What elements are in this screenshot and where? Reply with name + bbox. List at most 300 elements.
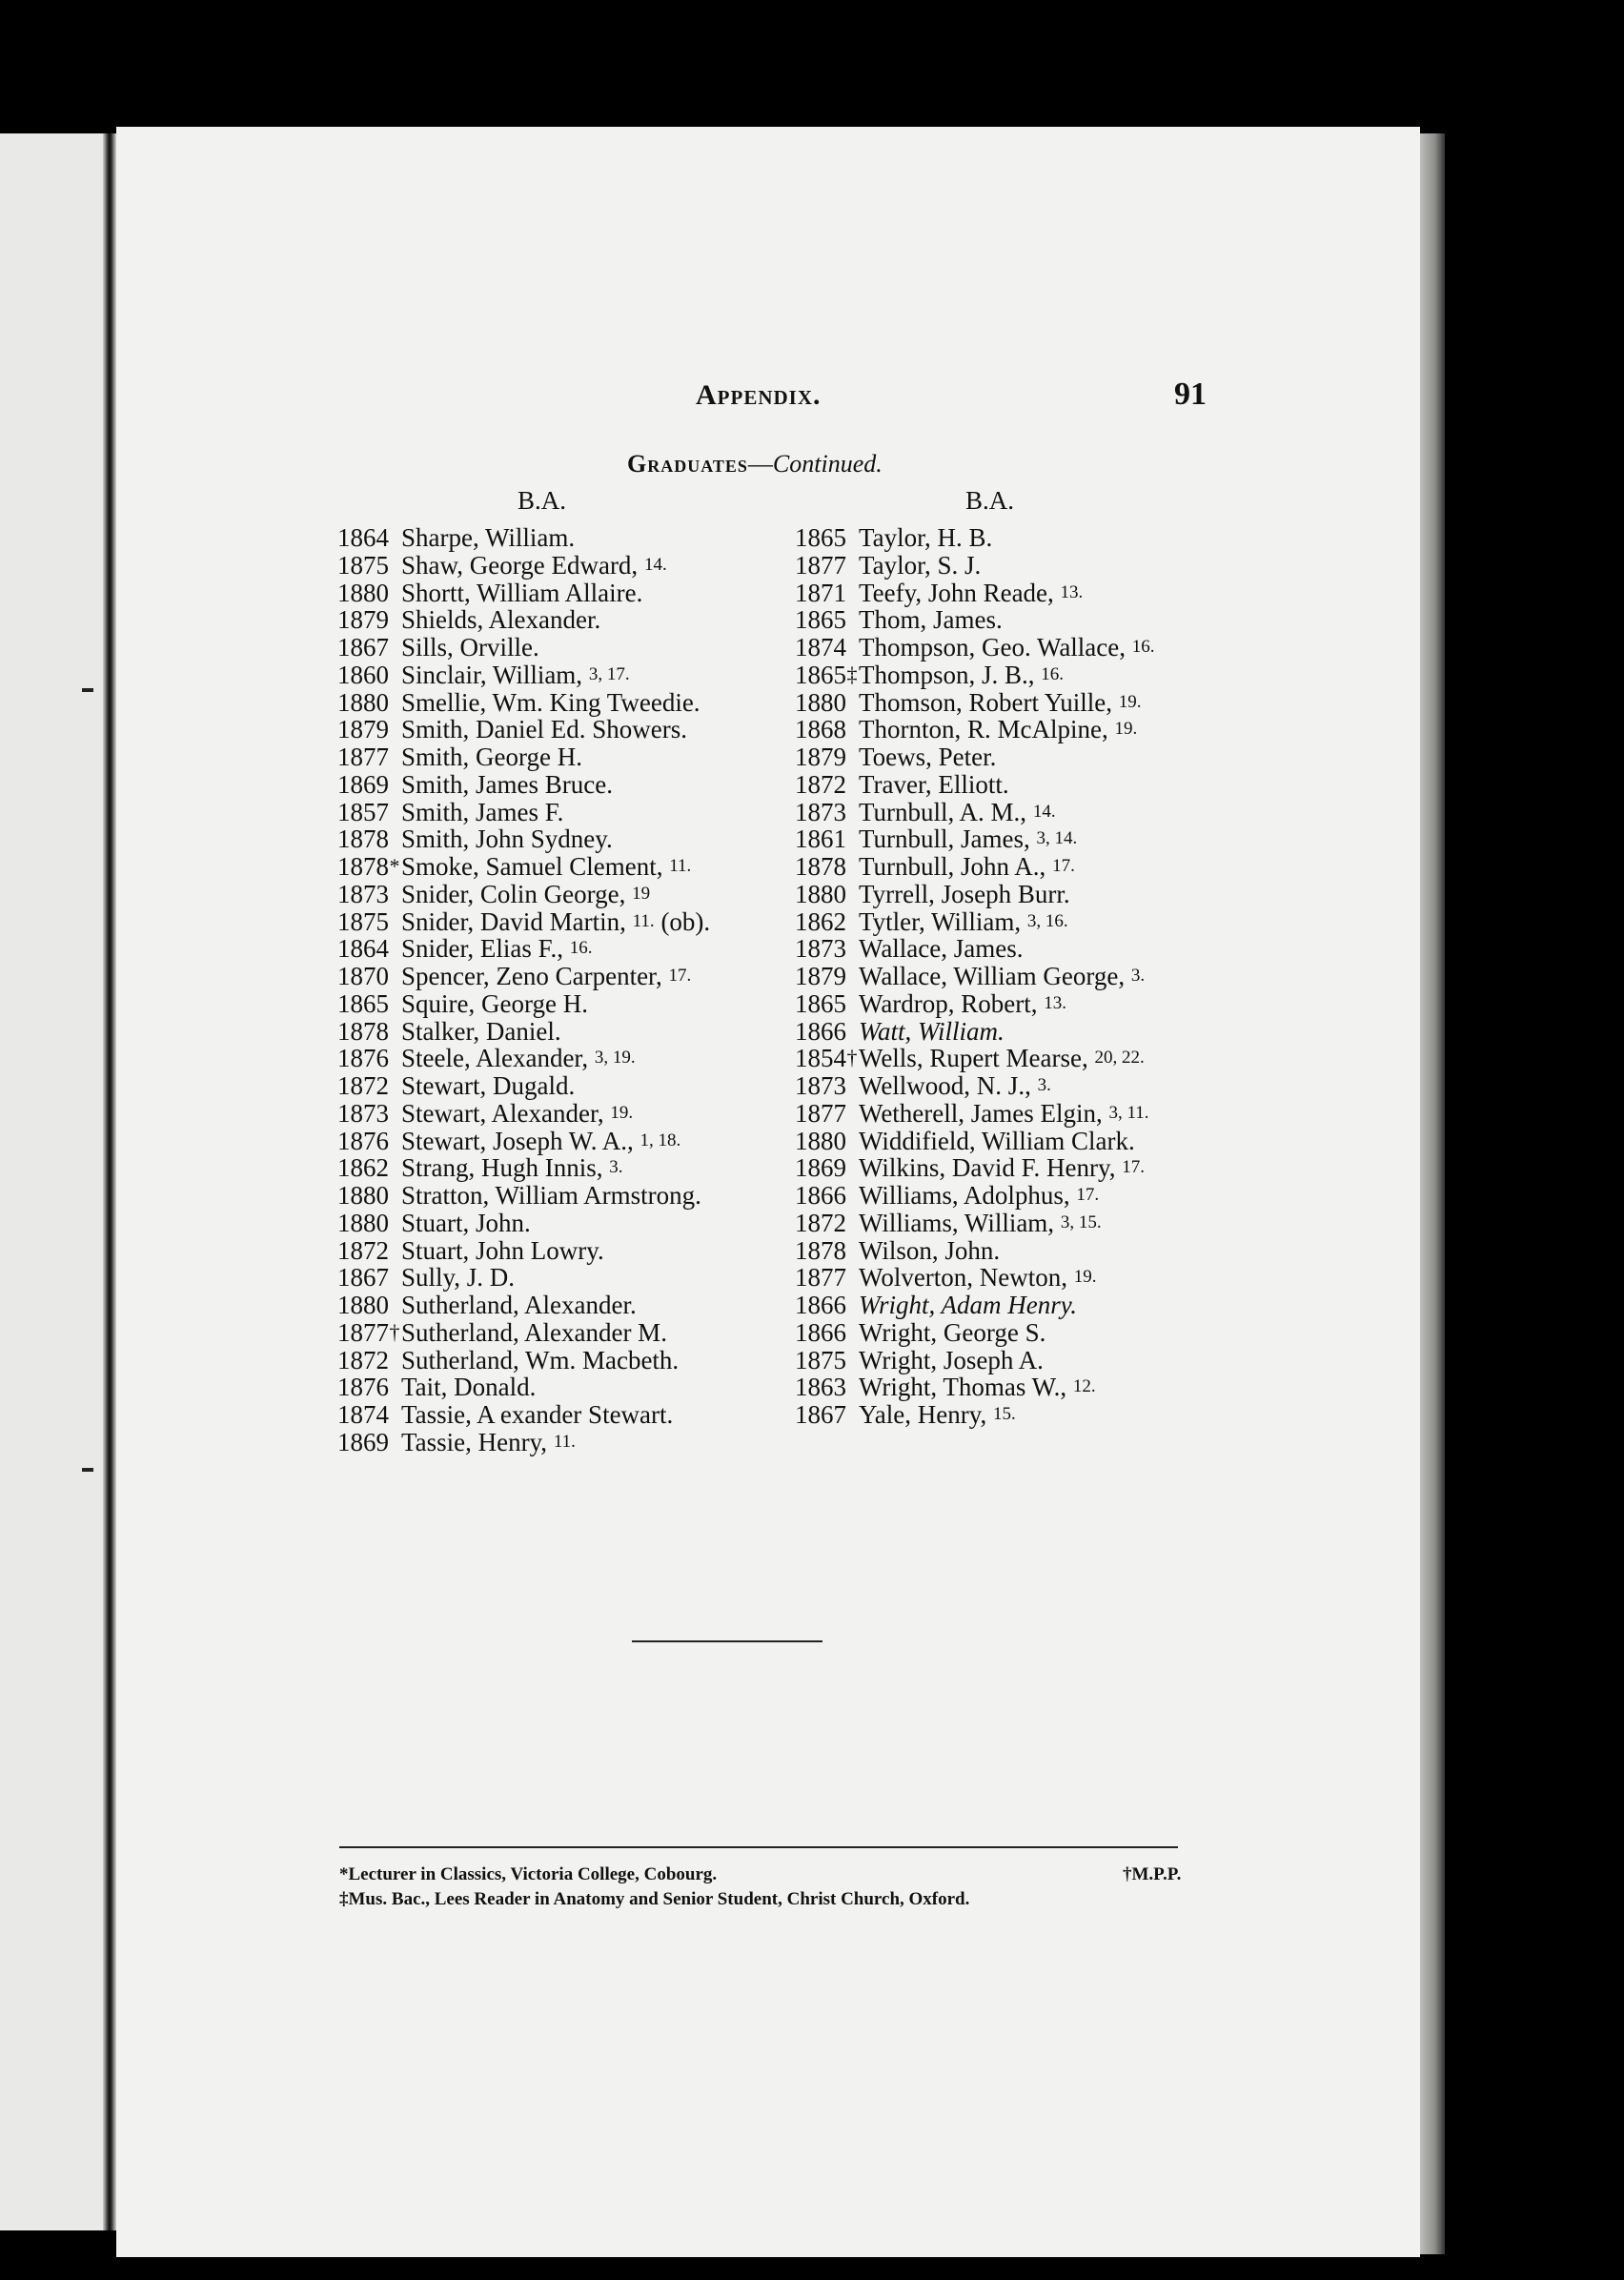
graduate-entry xyxy=(317,716,710,743)
graduation-year: 1880 xyxy=(337,578,389,607)
footnote-symbol xyxy=(846,743,858,771)
graduate-name: Stuart, John Lowry. xyxy=(401,1235,604,1265)
margin-mark xyxy=(82,1468,93,1472)
footnote-symbol xyxy=(846,1264,858,1292)
graduation-year: 1880 xyxy=(795,687,846,717)
graduate-entry xyxy=(317,825,710,853)
graduate-entry xyxy=(317,1429,710,1456)
reference-note: 19 xyxy=(632,883,651,904)
footnote-symbol xyxy=(389,743,400,771)
graduate-entry xyxy=(775,634,1155,662)
footnote-symbol xyxy=(846,1319,858,1347)
graduate-entry xyxy=(317,689,710,717)
graduation-year: 1879 xyxy=(795,962,846,990)
graduation-year: 1865 xyxy=(795,660,846,689)
graduate-entry xyxy=(775,1292,1155,1319)
footnote-symbol xyxy=(846,935,858,963)
graduate-entry xyxy=(775,524,1155,552)
reference-note: 11. xyxy=(553,1431,576,1452)
graduation-year: 1878 xyxy=(337,1016,389,1046)
reference-note: 16. xyxy=(1131,637,1155,657)
footnote-symbol: † xyxy=(846,1046,858,1070)
footnote-symbol xyxy=(846,963,858,990)
graduation-year: 1873 xyxy=(795,934,846,964)
graduation-year: 1876 xyxy=(337,1373,389,1402)
footnote-symbol xyxy=(846,799,858,826)
graduate-entry xyxy=(775,1374,1155,1401)
graduate-entry xyxy=(317,799,710,826)
graduate-entry xyxy=(317,1072,710,1100)
graduate-entry xyxy=(317,580,710,607)
graduation-year: 1873 xyxy=(795,1071,846,1100)
graduate-name: Wolverton, Newton, xyxy=(859,1263,1068,1293)
reference-note: 3, 19. xyxy=(594,1048,636,1069)
footnote-symbol xyxy=(846,881,858,908)
graduation-year: 1880 xyxy=(337,1181,389,1210)
footnote-symbol xyxy=(389,935,400,963)
reference-note: 3. xyxy=(1130,966,1146,986)
graduate-entry xyxy=(317,1045,710,1072)
graduate-entry xyxy=(317,634,710,662)
graduation-year: 1868 xyxy=(795,715,846,744)
section-dash: — xyxy=(747,450,773,478)
footnote-symbol xyxy=(389,1429,400,1456)
graduation-year: 1862 xyxy=(795,906,846,936)
reference-note: 19. xyxy=(1073,1267,1097,1288)
reference-note: 14. xyxy=(643,554,667,575)
graduation-year: 1865 xyxy=(795,605,846,635)
graduation-year: 1870 xyxy=(337,962,389,990)
footnote-symbol xyxy=(846,1374,858,1401)
footnote-symbol xyxy=(846,1401,858,1429)
book-page xyxy=(116,127,1420,2257)
graduate-name: Traver, Elliott. xyxy=(859,769,1009,799)
reference-note: 13. xyxy=(1044,992,1067,1013)
graduation-year: 1866 xyxy=(795,1291,846,1319)
section-end-rule xyxy=(632,1640,822,1642)
footnote-symbol xyxy=(389,580,400,607)
reference-note: 19. xyxy=(1114,719,1138,740)
graduate-name: Shortt, William Allaire. xyxy=(401,578,643,607)
footnote-symbol xyxy=(846,1018,858,1046)
graduate-name: Strang, Hugh Innis, xyxy=(401,1153,603,1183)
right-column-header: B.A. xyxy=(965,486,1015,515)
margin-mark xyxy=(82,688,93,692)
graduate-entry xyxy=(775,935,1155,963)
graduate-entry xyxy=(317,1128,710,1155)
footnote-symbol xyxy=(389,606,400,634)
reference-note: 3, 11. xyxy=(1108,1102,1149,1123)
graduate-name: Sinclair, William, xyxy=(401,660,583,689)
graduate-name: Wright, Adam Henry. xyxy=(859,1291,1077,1319)
graduation-year: 1872 xyxy=(337,1071,389,1100)
footnote-symbol xyxy=(389,1072,400,1100)
footnote-symbol xyxy=(389,716,400,743)
left-column-header: B.A. xyxy=(518,486,567,515)
reference-note: 17. xyxy=(1122,1157,1145,1178)
graduate-name: Sully, J. D. xyxy=(401,1263,516,1293)
graduation-year: 1874 xyxy=(795,633,846,662)
graduate-entry xyxy=(775,908,1155,936)
left-graduate-list xyxy=(317,524,710,1456)
graduate-name: Turnbull, John A., xyxy=(859,852,1046,881)
footnote-symbol xyxy=(846,908,858,936)
graduate-name: Smith, George H. xyxy=(401,743,582,771)
reference-note: 16. xyxy=(569,938,593,959)
graduate-name: Wallace, James. xyxy=(859,934,1024,964)
footnote-lecturer: *Lecturer in Classics, Victoria College, Cobourg. xyxy=(339,1864,718,1884)
footnote-symbol xyxy=(846,689,858,717)
graduation-year: 1876 xyxy=(337,1126,389,1155)
graduation-year: 1861 xyxy=(795,824,846,854)
reference-note: 17. xyxy=(1076,1185,1100,1205)
footnote-symbol xyxy=(846,606,858,634)
graduate-entry xyxy=(775,1319,1155,1347)
graduation-year: 1872 xyxy=(795,1208,846,1237)
footnote-symbol xyxy=(389,689,400,717)
graduation-year: 1878 xyxy=(795,852,846,881)
book-gutter xyxy=(103,133,116,2230)
footnote-symbol xyxy=(389,1045,400,1072)
graduation-year: 1873 xyxy=(337,1098,389,1128)
graduate-entry xyxy=(317,1374,710,1401)
graduate-entry xyxy=(317,1401,710,1429)
graduation-year: 1871 xyxy=(795,578,846,607)
graduation-year: 1878 xyxy=(337,824,389,854)
graduate-name: Thompson, J. B., xyxy=(859,660,1035,689)
graduate-entry xyxy=(775,689,1155,717)
graduate-entry xyxy=(317,853,710,881)
graduate-entry xyxy=(775,1045,1155,1072)
graduate-name: Turnbull, A. M., xyxy=(859,797,1027,826)
footnote-symbol xyxy=(846,1347,858,1374)
graduation-year: 1864 xyxy=(337,523,389,552)
reference-note: 3. xyxy=(609,1157,623,1178)
graduate-name: Tait, Donald. xyxy=(401,1373,537,1402)
graduate-entry xyxy=(775,799,1155,826)
reference-note: 15. xyxy=(993,1404,1016,1424)
graduate-name: Snider, David Martin, xyxy=(401,906,626,936)
graduate-name: Stewart, Alexander, xyxy=(401,1098,604,1128)
reference-note: 16. xyxy=(1041,663,1065,684)
graduate-entry xyxy=(775,552,1155,580)
graduate-name: Turnbull, James, xyxy=(859,824,1030,854)
graduate-entry xyxy=(775,716,1155,743)
graduation-year: 1869 xyxy=(795,1153,846,1183)
graduation-year: 1877 xyxy=(337,1317,389,1347)
reference-note: 3, 14. xyxy=(1036,828,1078,849)
graduate-entry xyxy=(317,908,710,936)
graduation-year: 1873 xyxy=(337,879,389,908)
graduate-name: Wardrop, Robert, xyxy=(859,988,1038,1018)
graduation-year: 1863 xyxy=(795,1373,846,1402)
graduate-entry xyxy=(775,743,1155,771)
footnote-symbol: † xyxy=(389,1319,400,1344)
footnote-symbol xyxy=(846,1182,858,1210)
footnote-symbol xyxy=(389,1237,400,1265)
graduate-name: Squire, George H. xyxy=(401,988,588,1018)
graduate-name: Tassie, Henry, xyxy=(401,1427,548,1456)
footnote-mus-bac: ‡Mus. Bac., Lees Reader in Anatomy and Senior Student, Christ Church, Oxford. xyxy=(339,1889,970,1909)
footnote-symbol xyxy=(846,1237,858,1265)
graduate-name: Shaw, George Edward, xyxy=(401,550,639,580)
reference-note: 17. xyxy=(1052,856,1075,876)
graduate-entry xyxy=(317,1347,710,1374)
footnote-symbol xyxy=(389,1100,400,1128)
graduation-year: 1873 xyxy=(795,797,846,826)
graduation-year: 1865 xyxy=(795,523,846,552)
graduate-name: Sutherland, Alexander M. xyxy=(401,1317,667,1347)
graduate-entry xyxy=(775,1154,1155,1182)
footnote-symbol xyxy=(846,1292,858,1319)
graduation-year: 1877 xyxy=(795,550,846,580)
reference-note: 19. xyxy=(610,1102,634,1123)
footnote-symbol: * xyxy=(389,854,400,878)
footnote-symbol xyxy=(846,552,858,580)
graduate-entry xyxy=(775,825,1155,853)
graduate-name: Thompson, Geo. Wallace, xyxy=(859,633,1127,662)
footnote-symbol xyxy=(389,1347,400,1374)
footnote-symbol xyxy=(389,881,400,908)
graduate-name: Stratton, William Armstrong. xyxy=(401,1181,701,1210)
graduate-entry xyxy=(317,1018,710,1046)
graduation-year: 1878 xyxy=(337,852,389,881)
graduation-year: 1877 xyxy=(795,1263,846,1293)
graduate-entry xyxy=(317,524,710,552)
footnote-symbol xyxy=(389,963,400,990)
graduate-name: Smith, James F. xyxy=(401,797,564,826)
graduation-year: 1879 xyxy=(337,715,389,744)
graduation-year: 1866 xyxy=(795,1317,846,1347)
footnote-symbol: ‡ xyxy=(846,662,858,686)
graduate-entry xyxy=(775,1347,1155,1374)
graduation-year: 1880 xyxy=(337,1291,389,1319)
footnote-symbol xyxy=(846,716,858,743)
graduate-entry xyxy=(775,771,1155,799)
footnote-symbol xyxy=(389,1128,400,1155)
graduate-name: Spencer, Zeno Carpenter, xyxy=(401,962,662,990)
graduate-name: Teefy, John Reade, xyxy=(859,578,1054,607)
graduate-name: Tassie, A exander Stewart. xyxy=(401,1400,674,1429)
graduate-entry xyxy=(775,990,1155,1018)
footnote-symbol xyxy=(389,524,400,552)
graduation-year: 1872 xyxy=(795,769,846,799)
graduate-entry xyxy=(775,606,1155,634)
graduation-year: 1880 xyxy=(337,687,389,717)
graduate-entry xyxy=(775,1128,1155,1155)
graduation-year: 1869 xyxy=(337,769,389,799)
graduate-name: Sutherland, Alexander. xyxy=(401,1291,637,1319)
graduate-entry xyxy=(317,1319,710,1347)
footnote-symbol xyxy=(389,825,400,853)
graduate-name: Wright, Thomas W., xyxy=(859,1373,1067,1402)
footnote-symbol xyxy=(846,634,858,662)
section-heading xyxy=(627,450,883,478)
reference-note: 3, 17. xyxy=(588,663,630,684)
previous-page-edge xyxy=(0,133,112,2230)
footnote-symbol xyxy=(389,771,400,799)
graduate-entry xyxy=(317,1154,710,1182)
graduate-name: Snider, Colin George, xyxy=(401,879,626,908)
graduation-year: 1866 xyxy=(795,1016,846,1046)
graduate-name: Stuart, John. xyxy=(401,1208,531,1237)
graduate-entry xyxy=(317,606,710,634)
graduate-entry xyxy=(317,1237,710,1265)
footnote-symbol xyxy=(389,1210,400,1237)
footnote-symbol xyxy=(389,1374,400,1401)
graduate-entry xyxy=(317,771,710,799)
graduate-name: Williams, William, xyxy=(859,1208,1055,1237)
graduation-year: 1877 xyxy=(337,743,389,771)
graduate-name: Smith, John Sydney. xyxy=(401,824,613,854)
footnote-mpp: †M.P.P. xyxy=(1123,1864,1182,1884)
footnote-symbol xyxy=(389,1292,400,1319)
graduate-entry xyxy=(317,743,710,771)
footnote-symbol xyxy=(389,799,400,826)
graduate-name: Steele, Alexander, xyxy=(401,1044,589,1073)
reference-note: 17. xyxy=(668,966,692,986)
graduate-name: Stewart, Dugald. xyxy=(401,1071,576,1100)
graduate-entry xyxy=(775,881,1155,908)
graduate-entry xyxy=(775,853,1155,881)
graduate-name: Taylor, H. B. xyxy=(859,523,993,552)
graduate-name: Wright, George S. xyxy=(859,1317,1046,1347)
running-head: Appendix. xyxy=(696,379,822,411)
graduate-name: Smellie, Wm. King Tweedie. xyxy=(401,687,700,717)
graduate-name: Wilson, John. xyxy=(859,1235,1001,1265)
footnote-symbol xyxy=(846,990,858,1018)
reference-note: 1, 18. xyxy=(639,1130,681,1150)
graduate-entry xyxy=(775,662,1155,689)
reference-note: 19. xyxy=(1118,691,1142,712)
graduate-entry xyxy=(775,1264,1155,1292)
graduate-entry xyxy=(775,580,1155,607)
graduate-entry xyxy=(775,1018,1155,1046)
graduate-name: Stewart, Joseph W. A., xyxy=(401,1126,634,1155)
graduation-year: 1875 xyxy=(795,1345,846,1374)
footnote-symbol xyxy=(389,1401,400,1429)
graduate-name: Widdifield, William Clark. xyxy=(859,1126,1135,1155)
graduation-year: 1875 xyxy=(337,906,389,936)
graduation-year: 1866 xyxy=(795,1181,846,1210)
graduate-entry xyxy=(317,662,710,689)
footnote-symbol xyxy=(389,1264,400,1292)
footnote-symbol xyxy=(389,990,400,1018)
footnote-symbol xyxy=(389,552,400,580)
graduate-name: Smoke, Samuel Clement, xyxy=(401,852,663,881)
footnote-symbol xyxy=(389,634,400,662)
footnote-symbol xyxy=(846,1128,858,1155)
graduate-entry xyxy=(775,1237,1155,1265)
graduation-year: 1865 xyxy=(795,988,846,1018)
graduate-entry xyxy=(317,881,710,908)
footnote-symbol xyxy=(389,1154,400,1182)
graduation-year: 1860 xyxy=(337,660,389,689)
graduate-name: Sharpe, William. xyxy=(401,523,576,552)
graduation-year: 1867 xyxy=(337,633,389,662)
graduate-name: Sills, Orville. xyxy=(401,633,539,662)
footnote-symbol xyxy=(846,853,858,881)
footnote-symbol xyxy=(846,580,858,607)
footnote-symbol xyxy=(846,1210,858,1237)
graduate-name: Wetherell, James Elgin, xyxy=(859,1098,1103,1128)
graduate-name: Shields, Alexander. xyxy=(401,605,601,635)
graduate-name: Wells, Rupert Mearse, xyxy=(859,1044,1088,1073)
graduation-year: 1865 xyxy=(337,988,389,1018)
footnote-symbol xyxy=(846,1072,858,1100)
graduate-entry xyxy=(775,1100,1155,1128)
footnote-symbol xyxy=(389,662,400,689)
graduate-entry xyxy=(317,963,710,990)
graduate-name: Tytler, William, xyxy=(859,906,1022,936)
graduate-entry xyxy=(317,1264,710,1292)
graduation-year: 1867 xyxy=(795,1400,846,1429)
footnote-rule xyxy=(339,1846,1178,1848)
graduate-entry xyxy=(317,990,710,1018)
graduate-name: Wright, Joseph A. xyxy=(859,1345,1044,1374)
graduate-entry xyxy=(317,1210,710,1237)
reference-note: 12. xyxy=(1072,1376,1096,1397)
graduation-year: 1864 xyxy=(337,934,389,964)
graduate-name: Taylor, S. J. xyxy=(859,550,982,580)
footnote-symbol xyxy=(846,771,858,799)
graduation-year: 1874 xyxy=(337,1400,389,1429)
graduate-name: Smith, James Bruce. xyxy=(401,769,613,799)
reference-note: 3, 15. xyxy=(1060,1211,1102,1232)
graduate-name: Yale, Henry, xyxy=(859,1400,987,1429)
graduate-entry xyxy=(317,1100,710,1128)
reference-note: 14. xyxy=(1032,801,1056,822)
footnote-symbol xyxy=(389,1182,400,1210)
graduate-name: Smith, Daniel Ed. Showers. xyxy=(401,715,687,744)
graduation-year: 1875 xyxy=(337,550,389,580)
footnote-symbol xyxy=(389,1018,400,1046)
graduate-entry xyxy=(775,1072,1155,1100)
graduate-entry xyxy=(317,1292,710,1319)
graduate-name: Wellwood, N. J., xyxy=(859,1071,1031,1100)
graduate-entry xyxy=(317,935,710,963)
graduate-name: Williams, Adolphus, xyxy=(859,1181,1070,1210)
section-title: Graduates xyxy=(627,450,748,478)
section-continued: Continued. xyxy=(772,450,883,478)
footnote-symbol xyxy=(846,1100,858,1128)
page-number: 91 xyxy=(1174,377,1207,412)
obit-note: (ob). xyxy=(660,906,711,936)
footnote-symbol xyxy=(846,524,858,552)
graduation-year: 1872 xyxy=(337,1235,389,1265)
graduate-name: Sutherland, Wm. Macbeth. xyxy=(401,1345,680,1374)
graduation-year: 1857 xyxy=(337,797,389,826)
graduate-name: Thom, James. xyxy=(859,605,1003,635)
graduate-name: Tyrrell, Joseph Burr. xyxy=(859,879,1070,908)
graduate-name: Wilkins, David F. Henry, xyxy=(859,1153,1116,1183)
footnote-symbol xyxy=(389,908,400,936)
graduation-year: 1879 xyxy=(337,605,389,635)
graduate-entry xyxy=(775,1182,1155,1210)
graduation-year: 1869 xyxy=(337,1427,389,1456)
graduate-entry xyxy=(317,552,710,580)
reference-note: 3, 16. xyxy=(1026,910,1068,931)
footnote-symbol xyxy=(846,825,858,853)
graduation-year: 1880 xyxy=(337,1208,389,1237)
graduation-year: 1854 xyxy=(795,1044,846,1073)
graduate-name: Toews, Peter. xyxy=(859,743,997,771)
page-edge-shadow xyxy=(1420,133,1445,2254)
graduation-year: 1880 xyxy=(795,879,846,908)
graduate-name: Snider, Elias F., xyxy=(401,934,564,964)
reference-note: 11. xyxy=(669,856,692,876)
reference-note: 3. xyxy=(1037,1075,1051,1095)
